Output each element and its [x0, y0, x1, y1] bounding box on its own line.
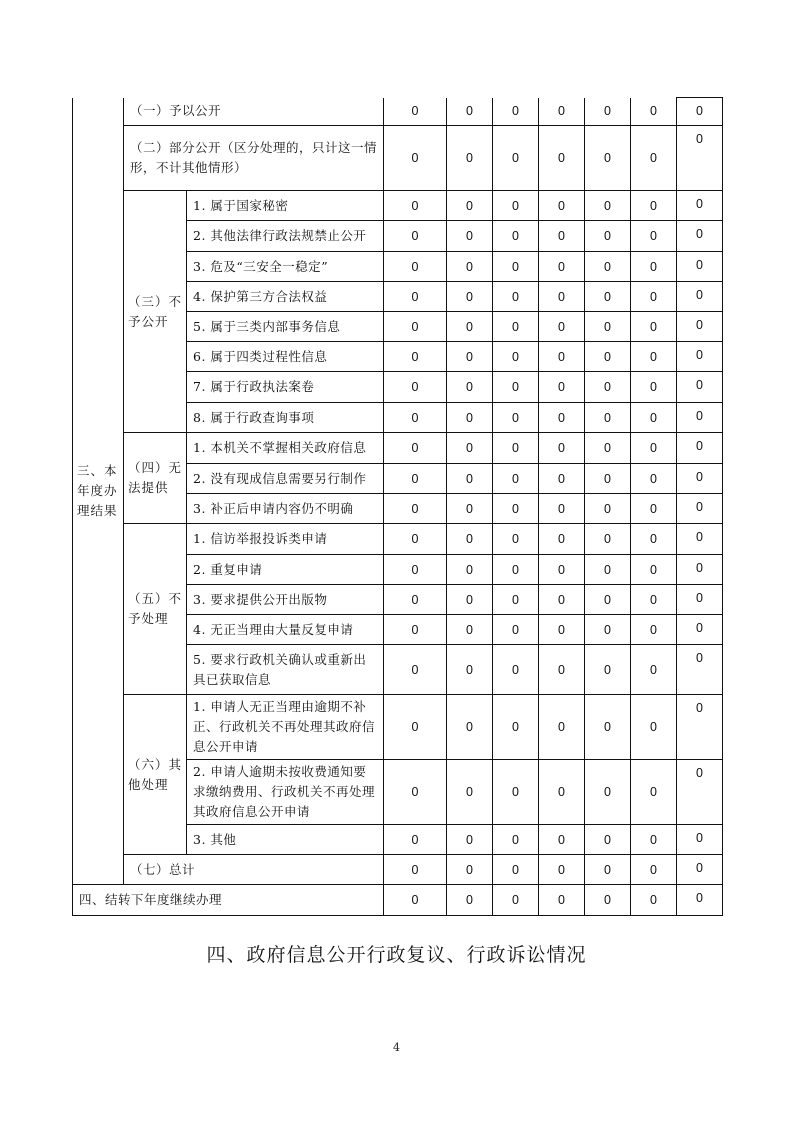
- value-cell: 0: [677, 282, 723, 312]
- value-cell: 0: [447, 855, 493, 885]
- row-label: 4. 无正当理由大量反复申请: [187, 615, 384, 645]
- table-row: [73, 433, 723, 464]
- value-cell: 0: [631, 252, 677, 282]
- row-label: 2. 重复申请: [187, 555, 384, 585]
- value-cell: 0: [384, 191, 447, 221]
- value-cell: 0: [631, 191, 677, 221]
- value-cell: 0: [447, 555, 493, 585]
- value-cell: 0: [539, 282, 585, 312]
- value-cell: 0: [585, 494, 631, 524]
- value-cell: 0: [677, 825, 723, 855]
- value-cell: 0: [493, 403, 539, 433]
- value-cell: 0: [447, 126, 493, 191]
- row-label: 3. 其他: [187, 825, 384, 855]
- value-cell: 0: [447, 98, 493, 126]
- value-cell: 0: [447, 885, 493, 916]
- page-number: 4: [393, 1041, 400, 1054]
- value-cell: 0: [539, 312, 585, 342]
- value-cell: 0: [677, 126, 723, 191]
- value-cell: 0: [585, 555, 631, 585]
- value-cell: 0: [585, 98, 631, 126]
- value-cell: 0: [677, 760, 723, 825]
- value-cell: 0: [447, 282, 493, 312]
- value-cell: 0: [493, 855, 539, 885]
- value-cell: 0: [631, 282, 677, 312]
- row-label: （二）部分公开（区分处理的，只计这一情形，不计其他情形）: [124, 126, 384, 191]
- value-cell: 0: [384, 585, 447, 615]
- row-label: 7. 属于行政执法案卷: [187, 372, 384, 403]
- value-cell: 0: [677, 695, 723, 760]
- value-cell: 0: [384, 695, 447, 760]
- value-cell: 0: [585, 403, 631, 433]
- value-cell: 0: [631, 645, 677, 695]
- row-label: （七）总计: [124, 855, 384, 885]
- value-cell: 0: [493, 645, 539, 695]
- value-cell: 0: [384, 342, 447, 372]
- row-label: 1. 信访举报投诉类申请: [187, 524, 384, 555]
- table-row: [73, 524, 723, 555]
- value-cell: 0: [585, 433, 631, 464]
- value-cell: 0: [384, 252, 447, 282]
- value-cell: 0: [539, 885, 585, 916]
- value-cell: 0: [493, 372, 539, 403]
- value-cell: 0: [677, 464, 723, 494]
- value-cell: 0: [539, 342, 585, 372]
- value-cell: 0: [585, 252, 631, 282]
- row-label: 1. 申请人无正当理由逾期不补正、行政机关不再处理其政府信息公开申请: [187, 695, 384, 760]
- value-cell: 0: [677, 372, 723, 403]
- value-cell: 0: [677, 191, 723, 221]
- row-label: 5. 属于三类内部事务信息: [187, 312, 384, 342]
- value-cell: 0: [539, 252, 585, 282]
- value-cell: 0: [631, 885, 677, 916]
- table-row: [73, 855, 723, 885]
- value-cell: 0: [384, 494, 447, 524]
- row-label: 4. 保护第三方合法权益: [187, 282, 384, 312]
- value-cell: 0: [384, 555, 447, 585]
- value-cell: 0: [539, 855, 585, 885]
- value-cell: 0: [384, 221, 447, 252]
- value-cell: 0: [539, 555, 585, 585]
- value-cell: 0: [493, 191, 539, 221]
- table-row: [73, 191, 723, 221]
- value-cell: 0: [384, 282, 447, 312]
- value-cell: 0: [631, 555, 677, 585]
- row-label: 3. 要求提供公开出版物: [187, 585, 384, 615]
- value-cell: 0: [585, 221, 631, 252]
- value-cell: 0: [384, 403, 447, 433]
- group-label: （六）其他处理: [124, 695, 187, 855]
- value-cell: 0: [631, 342, 677, 372]
- value-cell: 0: [493, 126, 539, 191]
- table-row: [73, 98, 723, 126]
- value-cell: 0: [447, 252, 493, 282]
- value-cell: 0: [447, 760, 493, 825]
- value-cell: 0: [493, 760, 539, 825]
- value-cell: 0: [539, 98, 585, 126]
- value-cell: 0: [447, 494, 493, 524]
- value-cell: 0: [631, 403, 677, 433]
- row-label: 1. 本机关不掌握相关政府信息: [187, 433, 384, 464]
- value-cell: 0: [384, 433, 447, 464]
- value-cell: 0: [539, 433, 585, 464]
- value-cell: 0: [631, 524, 677, 555]
- value-cell: 0: [493, 464, 539, 494]
- value-cell: 0: [539, 645, 585, 695]
- value-cell: 0: [677, 342, 723, 372]
- value-cell: 0: [384, 312, 447, 342]
- row-label: 1. 属于国家秘密: [187, 191, 384, 221]
- value-cell: 0: [585, 342, 631, 372]
- value-cell: 0: [539, 464, 585, 494]
- value-cell: 0: [677, 494, 723, 524]
- value-cell: 0: [677, 433, 723, 464]
- value-cell: 0: [539, 524, 585, 555]
- value-cell: 0: [585, 825, 631, 855]
- value-cell: 0: [631, 825, 677, 855]
- value-cell: 0: [539, 615, 585, 645]
- value-cell: 0: [447, 403, 493, 433]
- value-cell: 0: [539, 191, 585, 221]
- value-cell: 0: [631, 312, 677, 342]
- value-cell: 0: [539, 403, 585, 433]
- value-cell: 0: [585, 464, 631, 494]
- group-label: （五）不予处理: [124, 524, 187, 695]
- value-cell: 0: [493, 98, 539, 126]
- value-cell: 0: [631, 464, 677, 494]
- value-cell: 0: [677, 855, 723, 885]
- value-cell: 0: [631, 126, 677, 191]
- value-cell: 0: [585, 585, 631, 615]
- value-cell: 0: [677, 885, 723, 916]
- value-cell: 0: [631, 615, 677, 645]
- value-cell: 0: [585, 312, 631, 342]
- value-cell: 0: [447, 433, 493, 464]
- row-label: 5. 要求行政机关确认或重新出具已获取信息: [187, 645, 384, 695]
- value-cell: 0: [384, 464, 447, 494]
- value-cell: 0: [585, 760, 631, 825]
- value-cell: 0: [585, 695, 631, 760]
- value-cell: 0: [677, 221, 723, 252]
- value-cell: 0: [493, 695, 539, 760]
- value-cell: 0: [493, 585, 539, 615]
- value-cell: 0: [493, 252, 539, 282]
- value-cell: 0: [384, 126, 447, 191]
- value-cell: 0: [447, 615, 493, 645]
- value-cell: 0: [677, 645, 723, 695]
- group-label: （四）无法提供: [124, 433, 187, 524]
- value-cell: 0: [539, 221, 585, 252]
- row-label: 2. 没有现成信息需要另行制作: [187, 464, 384, 494]
- value-cell: 0: [447, 464, 493, 494]
- row-label: 四、结转下年度继续办理: [73, 885, 384, 916]
- value-cell: 0: [539, 585, 585, 615]
- value-cell: 0: [677, 555, 723, 585]
- row-label: 8. 属于行政查询事项: [187, 403, 384, 433]
- value-cell: 0: [539, 825, 585, 855]
- value-cell: 0: [493, 494, 539, 524]
- value-cell: 0: [384, 760, 447, 825]
- row-label: 2. 申请人逾期未按收费通知要求缴纳费用、行政机关不再处理其政府信息公开申请: [187, 760, 384, 825]
- value-cell: 0: [384, 645, 447, 695]
- value-cell: 0: [493, 282, 539, 312]
- value-cell: 0: [677, 252, 723, 282]
- value-cell: 0: [493, 312, 539, 342]
- value-cell: 0: [539, 494, 585, 524]
- table-row-carry-over: [73, 885, 723, 916]
- value-cell: 0: [384, 885, 447, 916]
- value-cell: 0: [631, 760, 677, 825]
- value-cell: 0: [447, 312, 493, 342]
- value-cell: 0: [384, 98, 447, 126]
- row-label: （一）予以公开: [124, 98, 384, 126]
- section-label-cell: 三、本年度办理结果: [73, 98, 124, 885]
- value-cell: 0: [447, 342, 493, 372]
- value-cell: 0: [539, 760, 585, 825]
- value-cell: 0: [447, 221, 493, 252]
- value-cell: 0: [631, 221, 677, 252]
- value-cell: 0: [631, 695, 677, 760]
- value-cell: 0: [447, 825, 493, 855]
- row-label: 6. 属于四类过程性信息: [187, 342, 384, 372]
- row-label: 2. 其他法律行政法规禁止公开: [187, 221, 384, 252]
- value-cell: 0: [631, 855, 677, 885]
- section-heading: 四、政府信息公开行政复议、行政诉讼情况: [206, 944, 587, 966]
- value-cell: 0: [631, 585, 677, 615]
- value-cell: 0: [493, 825, 539, 855]
- value-cell: 0: [384, 524, 447, 555]
- value-cell: 0: [384, 615, 447, 645]
- value-cell: 0: [677, 615, 723, 645]
- value-cell: 0: [493, 555, 539, 585]
- value-cell: 0: [447, 372, 493, 403]
- value-cell: 0: [384, 372, 447, 403]
- value-cell: 0: [585, 282, 631, 312]
- value-cell: 0: [384, 825, 447, 855]
- value-cell: 0: [677, 98, 723, 126]
- value-cell: 0: [631, 494, 677, 524]
- value-cell: 0: [493, 885, 539, 916]
- row-label: 3. 补正后申请内容仍不明确: [187, 494, 384, 524]
- value-cell: 0: [447, 585, 493, 615]
- value-cell: 0: [631, 372, 677, 403]
- value-cell: 0: [585, 524, 631, 555]
- value-cell: 0: [539, 372, 585, 403]
- value-cell: 0: [447, 645, 493, 695]
- value-cell: 0: [585, 372, 631, 403]
- table-row: [73, 126, 723, 191]
- table-row: [73, 695, 723, 760]
- row-label: 3. 危及“三安全一稳定”: [187, 252, 384, 282]
- processing-results-table: [72, 97, 723, 916]
- value-cell: 0: [539, 126, 585, 191]
- value-cell: 0: [631, 98, 677, 126]
- value-cell: 0: [447, 191, 493, 221]
- group-label: （三）不予公开: [124, 191, 187, 433]
- value-cell: 0: [493, 433, 539, 464]
- value-cell: 0: [677, 403, 723, 433]
- value-cell: 0: [677, 524, 723, 555]
- value-cell: 0: [493, 221, 539, 252]
- value-cell: 0: [493, 524, 539, 555]
- value-cell: 0: [447, 524, 493, 555]
- value-cell: 0: [631, 433, 677, 464]
- value-cell: 0: [585, 191, 631, 221]
- value-cell: 0: [585, 645, 631, 695]
- value-cell: 0: [677, 312, 723, 342]
- value-cell: 0: [384, 855, 447, 885]
- value-cell: 0: [585, 885, 631, 916]
- value-cell: 0: [585, 855, 631, 885]
- value-cell: 0: [447, 695, 493, 760]
- value-cell: 0: [585, 615, 631, 645]
- value-cell: 0: [677, 585, 723, 615]
- value-cell: 0: [493, 615, 539, 645]
- value-cell: 0: [493, 342, 539, 372]
- value-cell: 0: [539, 695, 585, 760]
- value-cell: 0: [585, 126, 631, 191]
